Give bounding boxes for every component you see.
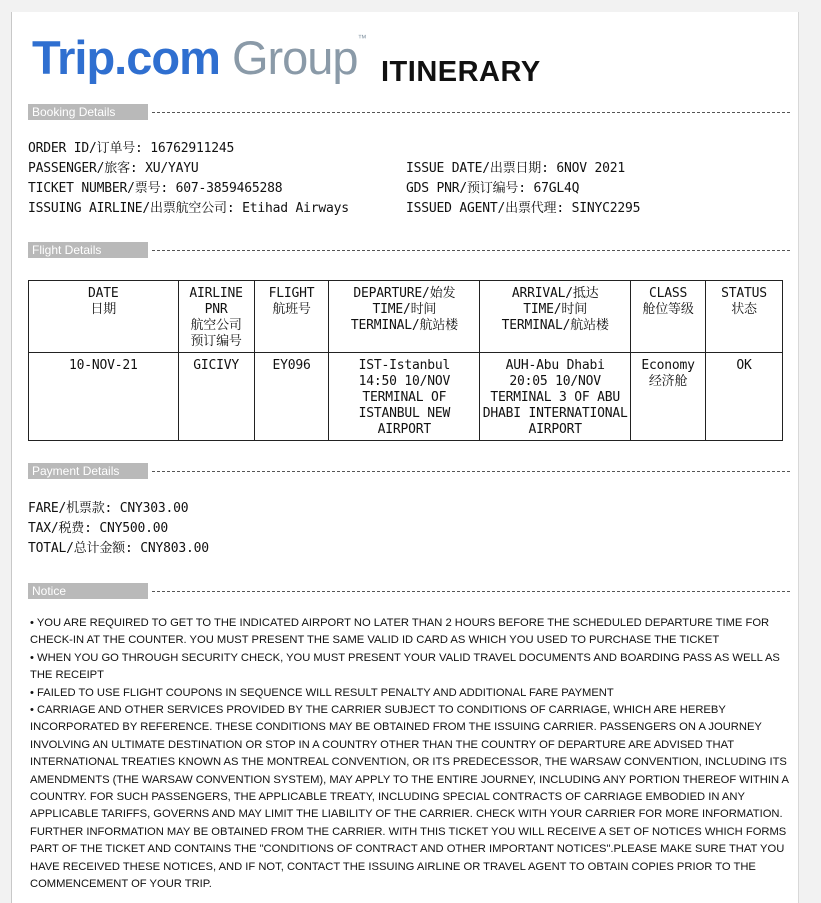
- booking-details-header: [28, 104, 790, 120]
- passenger-name: PASSENGER/旅客: XU/YAYU: [28, 161, 199, 176]
- cell-line: OK: [736, 358, 752, 373]
- dashed-rule: [152, 250, 790, 251]
- header-line: FLIGHT: [268, 286, 315, 301]
- cell-line: 20:05 10/NOV: [509, 374, 601, 389]
- dashed-rule: [152, 112, 790, 113]
- header-line: 状态: [731, 302, 757, 317]
- notice-item: • YOU ARE REQUIRED TO GET TO THE INDICATED AIRPORT NO LATER THAN 2 HOURS BEFORE THE SCHEDULED DEPARTURE TIME FOR CHECK-IN AT THE COUNTER. YOU MUST PRESENT THE SAME VALID ID CARD AS WHICH YOU USED TO PURCHASE THE TICKET: [30, 617, 770, 647]
- document-title: ITINERARY: [381, 56, 541, 88]
- notice-item: • CARRIAGE AND OTHER SERVICES PROVIDED BY THE CARRIER SUBJECT TO CONDITIONS OF CARRIAGE, WHICH ARE HEREBY INCORPORATED BY REFERENCE. THESE CONDITIONS MAY BE OBTAINED FROM THE ISSUING CARRIER. PASSENGERS ON A JOURNEY INVOLVING AN ULTIMATE DESTINATION OR STOP IN A COUNTRY OTHER THAN THE COUNTRY OF DEPARTURE ARE ADVISED THAT INTERNATIONAL TREATIES KNOWN AS THE MONTREAL CONVENTION, OR ITS PREDECESSOR, THE WARSAW CONVENTION, INCLUDING ITS AMENDMENTS (THE WARSAW CONVENTION SYSTEM), MAY APPLY TO THE ENTIRE JOURNEY, INCLUDING ANY PORTION THEREOF WITHIN A COUNTRY. FOR SUCH PASSENGERS, THE APPLICABLE TREATY, INCLUDING SPECIAL CONTRACTS OF CARRIAGE EMBODIED IN ANY APPLICABLE TARIFFS, GOVERNS AND MAY LIMIT THE LIABILITY OF THE CARRIER. CHECK WITH YOUR CARRIER FOR MORE INFORMATION. FURTHER INFORMATION MAY BE OBTAINED FROM THE CARRIER. WITH THIS TICKET YOU WILL RECEIVE A SET OF NOTICES WHICH FORMS PART OF THE TICKET AND CONTAINS THE "CONDITIONS OF CONTRACT AND OTHER IMPORTANT NOTICES".PLEASE MAKE SURE THAT YOU HAVE RECEIVED THESE NOTICES, AND IF NOT, CONTACT THE ISSUING AIRLINE OR TRAVEL AGENT TO OBTAIN COPIES PRIOR TO THE COMMENCEMENT OF YOUR TRIP.: [30, 704, 789, 891]
- trademark-mark: ™: [357, 33, 366, 43]
- column-header-departure: [329, 281, 480, 353]
- section-label: Flight Details: [28, 242, 148, 258]
- fare-amount: FARE/机票款: CNY303.00: [28, 501, 189, 516]
- cell-arrival: [480, 353, 631, 441]
- column-header-arrival: [480, 281, 631, 353]
- issue-date: ISSUE DATE/出票日期: 6NOV 2021: [406, 161, 625, 176]
- tax-amount: TAX/税费: CNY500.00: [28, 521, 168, 536]
- cell-line: AUH-Abu Dhabi: [505, 358, 605, 373]
- column-header-flight: [254, 281, 329, 353]
- column-header-airline-pnr: [178, 281, 254, 353]
- cell-departure: [329, 353, 480, 441]
- total-amount: TOTAL/总计金额: CNY803.00: [28, 541, 209, 556]
- cell-date: [29, 353, 179, 441]
- cell-line: AIRPORT: [528, 422, 582, 437]
- itinerary-page: [11, 12, 799, 903]
- cell-line: TERMINAL 3 OF ABU: [490, 390, 620, 405]
- header-line: TERMINAL/航站楼: [501, 318, 609, 333]
- gds-pnr: GDS PNR/预订编号: 67GL4Q: [406, 181, 580, 196]
- ticket-number: TICKET NUMBER/票号: 607-3859465288: [28, 181, 283, 196]
- cell-line: EY096: [272, 358, 311, 373]
- cell-line: ISTANBUL NEW: [358, 406, 451, 421]
- notice-header: [28, 583, 790, 599]
- header-line: AIRLINE: [189, 286, 243, 301]
- cell-line: 经济舱: [648, 374, 688, 389]
- header-line: 航班号: [272, 302, 311, 317]
- header-line: 预订编号: [190, 334, 242, 349]
- header-line: ARRIVAL/抵达: [511, 286, 599, 301]
- flight-table-header-row: [29, 281, 783, 353]
- dashed-rule: [152, 471, 790, 472]
- cell-line: Economy: [641, 358, 695, 373]
- logo-brand-text: Trip.com: [32, 31, 220, 84]
- section-label: Notice: [28, 583, 148, 599]
- flight-table-body: [29, 353, 783, 441]
- header-line: DEPARTURE/始发: [353, 286, 456, 301]
- cell-line: IST-Istanbul: [358, 358, 451, 373]
- cell-line: GICIVY: [193, 358, 239, 373]
- cell-line: TERMINAL OF: [362, 390, 447, 405]
- flight-table: [28, 280, 783, 441]
- section-label: Payment Details: [28, 463, 148, 479]
- logo-group-text: Group: [231, 31, 358, 84]
- column-header-status: [706, 281, 783, 353]
- flight-details-header: [28, 242, 790, 258]
- header-line: CLASS: [648, 286, 688, 301]
- table-row: [29, 353, 783, 441]
- header-line: 舱位等级: [642, 302, 694, 317]
- header-line: TIME/时间: [523, 302, 588, 317]
- cell-status: [706, 353, 783, 441]
- dashed-rule: [152, 591, 790, 592]
- header-line: TIME/时间: [372, 302, 437, 317]
- section-label: Booking Details: [28, 104, 148, 120]
- notice-item: • FAILED TO USE FLIGHT COUPONS IN SEQUENCE WILL RESULT PENALTY AND ADDITIONAL FARE PAYMENT: [30, 686, 614, 699]
- trip-com-group-logo: [32, 28, 366, 88]
- cell-airline-pnr: [178, 353, 254, 441]
- notice-item: • WHEN YOU GO THROUGH SECURITY CHECK, YOU MUST PRESENT YOUR VALID TRAVEL DOCUMENTS AND BOARDING PASS AS WELL AS THE RECEIPT: [30, 651, 780, 682]
- issued-agent: ISSUED AGENT/出票代理: SINYC2295: [406, 201, 641, 216]
- cell-line: AIRPORT: [377, 422, 432, 437]
- order-id: ORDER ID/订单号: 16762911245: [28, 141, 235, 156]
- header-line: PNR: [204, 302, 228, 317]
- header-line: STATUS: [721, 286, 767, 301]
- issuing-airline: ISSUING AIRLINE/出票航空公司: Etihad Airways: [28, 201, 349, 216]
- header-line: 航空公司: [190, 318, 242, 333]
- cell-line: DHABI INTERNATIONAL: [482, 406, 628, 421]
- cell-line: 14:50 10/NOV: [358, 374, 451, 389]
- column-header-class: [631, 281, 706, 353]
- cell-flight: [254, 353, 329, 441]
- header-line: DATE: [88, 286, 119, 301]
- cell-class: [631, 353, 706, 441]
- column-header-date: [29, 281, 179, 353]
- notice-text: [30, 615, 790, 894]
- header-line: 日期: [90, 302, 117, 317]
- header-line: TERMINAL/航站楼: [350, 318, 458, 333]
- payment-details-header: [28, 463, 790, 479]
- cell-line: 10-NOV-21: [68, 358, 138, 373]
